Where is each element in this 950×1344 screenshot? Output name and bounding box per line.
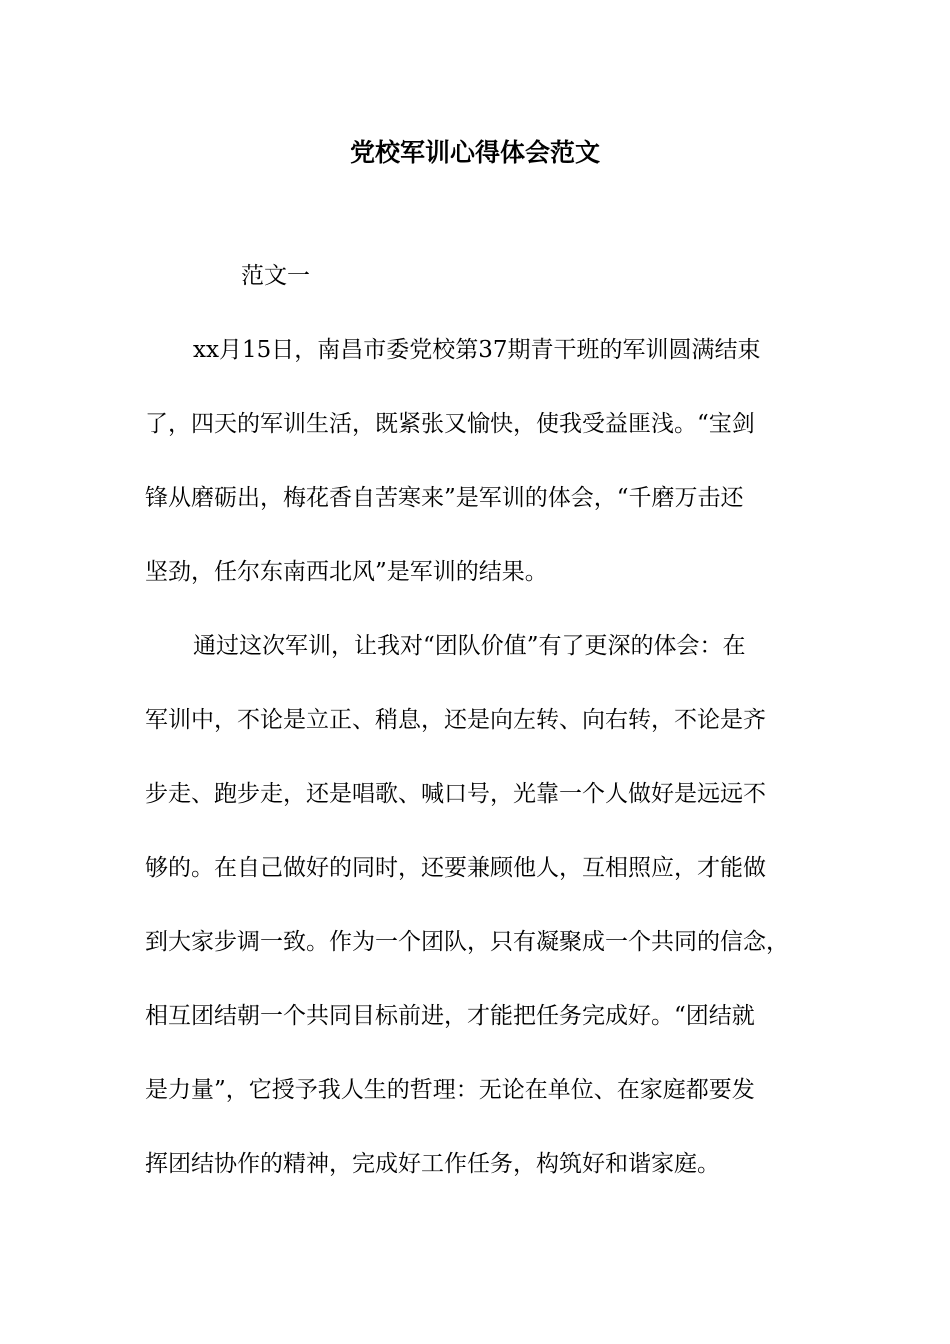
paragraph-line: 挥团结协作的精神，完成好工作任务，构筑好和谐家庭。 [145, 1151, 720, 1177]
page-title: 党校军训心得体会范文 [349, 138, 600, 167]
paragraph-line: 了，四天的军训生活，既紧张又愉快，使我受益匪浅。“宝剑 [145, 411, 755, 437]
paragraph-line: 坚劲，任尔东南西北风”是军训的结果。 [145, 559, 548, 585]
section-heading: 范文一 [241, 263, 310, 289]
paragraph-line: 是力量”，它授予我人生的哲理：无论在单位、在家庭都要发 [145, 1077, 755, 1103]
document-body [145, 258, 825, 1220]
paragraph-line: 锋从磨砺出，梅花香自苦寒来”是军训的体会，“千磨万击还 [145, 485, 744, 511]
paragraph-line: xx月15日，南昌市委党校第37期青干班的军训圆满结束 [193, 337, 761, 363]
paragraph-line: 步走、跑步走，还是唱歌、喊口号，光靠一个人做好是远远不 [145, 781, 766, 807]
paragraph-line: 够的。在自己做好的同时，还要兼顾他人，互相照应，才能做 [145, 855, 766, 881]
paragraph-line: 通过这次军训，让我对“团队价值”有了更深的体会：在 [193, 633, 746, 659]
paragraph-line: 到大家步调一致。作为一个团队，只有凝聚成一个共同的信念， [145, 929, 789, 955]
paragraph-line: 相互团结朝一个共同目标前进，才能把任务完成好。“团结就 [145, 1003, 755, 1029]
paragraph-line: 军训中，不论是立正、稍息，还是向左转、向右转，不论是齐 [145, 707, 766, 733]
